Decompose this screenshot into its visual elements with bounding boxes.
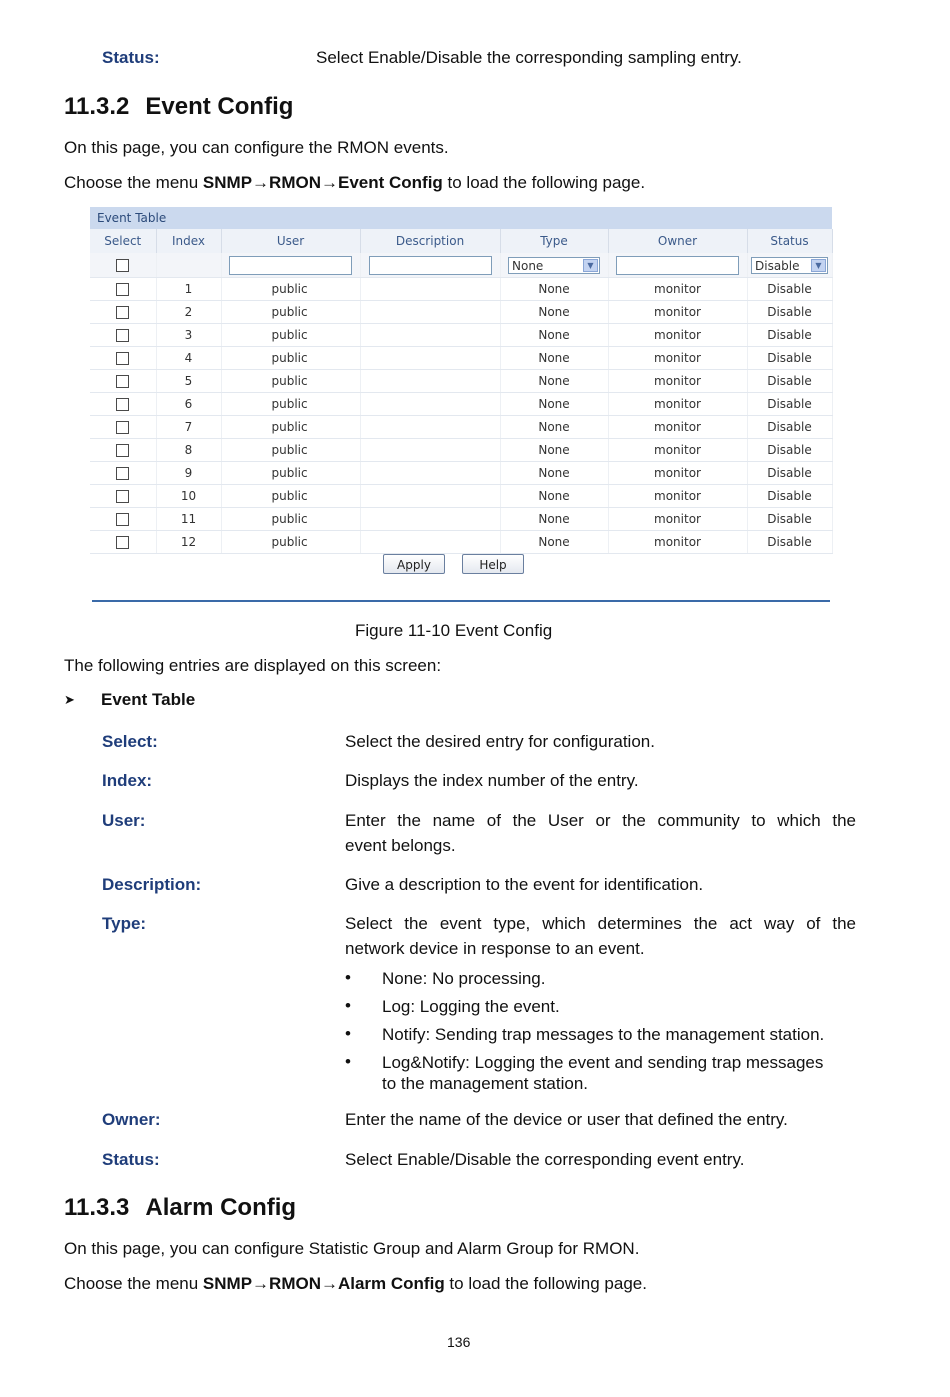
row-select-checkbox[interactable] — [116, 329, 129, 342]
row-type: None — [500, 393, 608, 416]
row-description — [360, 508, 500, 531]
row-description — [360, 485, 500, 508]
row-index: 7 — [156, 416, 221, 439]
row-owner: monitor — [608, 531, 747, 554]
top-status-desc: Select Enable/Disable the corresponding sampling entry. — [316, 48, 742, 67]
table-row — [90, 278, 832, 301]
row-select-checkbox[interactable] — [116, 398, 129, 411]
row-status: Disable — [747, 370, 832, 393]
row-type: None — [500, 324, 608, 347]
row-status: Disable — [747, 416, 832, 439]
figure-divider — [92, 600, 830, 602]
row-user: public — [221, 370, 360, 393]
row-description — [360, 370, 500, 393]
bullet-icon: • — [345, 996, 351, 1015]
row-user: public — [221, 301, 360, 324]
section-heading-event — [64, 93, 293, 121]
row-type: None — [500, 278, 608, 301]
row-type: None — [500, 347, 608, 370]
row-type: None — [500, 439, 608, 462]
row-owner: monitor — [608, 324, 747, 347]
arrow-bullet-icon: ➤ — [64, 692, 75, 707]
row-index: 4 — [156, 347, 221, 370]
table-row — [90, 393, 832, 416]
table-row — [90, 462, 832, 485]
type-option-none: None: No processing. — [382, 969, 546, 988]
row-user: public — [221, 439, 360, 462]
row-user: public — [221, 416, 360, 439]
event-menu-instruction — [64, 172, 645, 194]
row-description — [360, 347, 500, 370]
row-user: public — [221, 393, 360, 416]
row-index: 6 — [156, 393, 221, 416]
row-select-checkbox[interactable] — [116, 536, 129, 549]
page-number: 136 — [447, 1334, 471, 1350]
row-user: public — [221, 462, 360, 485]
figure-caption: Figure 11-10 Event Config — [355, 621, 553, 640]
column-header-index: Index — [156, 229, 221, 253]
row-owner: monitor — [608, 485, 747, 508]
row-owner: monitor — [608, 301, 747, 324]
table-row — [90, 370, 832, 393]
field-desc-user-line1: Enter the name of the User or the community to which the — [345, 811, 856, 830]
chevron-down-icon: ▼ — [811, 259, 826, 272]
section-title: Event Config — [145, 93, 294, 120]
section-number: 11.3.2 — [64, 93, 130, 120]
row-type: None — [500, 531, 608, 554]
column-header-owner: Owner — [608, 229, 747, 253]
status-filter-value: Disable — [755, 258, 800, 273]
field-label-type: Type: — [102, 914, 147, 933]
row-index: 9 — [156, 462, 221, 485]
row-description — [360, 462, 500, 485]
row-description — [360, 416, 500, 439]
row-index: 12 — [156, 531, 221, 554]
entries-intro: The following entries are displayed on this screen: — [64, 656, 442, 675]
type-option-notify: Notify: Sending trap messages to the management station. — [382, 1025, 825, 1044]
apply-button[interactable]: Apply — [383, 554, 445, 574]
column-header-type: Type — [500, 229, 608, 253]
row-status: Disable — [747, 278, 832, 301]
field-label-user: User: — [102, 811, 146, 830]
bullet-icon: • — [345, 968, 351, 987]
row-description — [360, 531, 500, 554]
menu-post: to load the following page. — [444, 1274, 647, 1293]
table-row — [90, 531, 832, 554]
event-table-title: Event Table — [90, 207, 832, 229]
row-select-checkbox[interactable] — [116, 490, 129, 503]
row-status: Disable — [747, 462, 832, 485]
row-select-checkbox[interactable] — [116, 352, 129, 365]
row-select-checkbox[interactable] — [116, 467, 129, 480]
row-select-checkbox[interactable] — [116, 375, 129, 388]
row-user: public — [221, 485, 360, 508]
field-label-owner: Owner: — [102, 1110, 161, 1129]
menu-post: to load the following page. — [442, 173, 646, 192]
alarm-menu-instruction — [64, 1273, 647, 1295]
field-desc-type-line2: network device in response to an event. — [345, 939, 645, 958]
row-description — [360, 324, 500, 347]
row-user: public — [221, 508, 360, 531]
owner-filter-input[interactable] — [616, 256, 739, 275]
row-status: Disable — [747, 347, 832, 370]
section-heading-alarm — [64, 1194, 296, 1222]
description-filter-input[interactable] — [369, 256, 492, 275]
top-status-label: Status: — [102, 48, 160, 67]
event-intro: On this page, you can configure the RMON events. — [64, 138, 449, 157]
field-label-select: Select: — [102, 732, 158, 751]
row-owner: monitor — [608, 462, 747, 485]
field-label-status: Status: — [102, 1150, 160, 1169]
row-status: Disable — [747, 508, 832, 531]
alarm-intro: On this page, you can configure Statistic Group and Alarm Group for RMON. — [64, 1239, 640, 1258]
section-title: Alarm Config — [145, 1194, 297, 1221]
row-user: public — [221, 324, 360, 347]
help-button[interactable]: Help — [462, 554, 524, 574]
column-header-select: Select — [90, 229, 156, 253]
menu-pre: Choose the menu — [64, 1274, 203, 1293]
user-filter-input[interactable] — [229, 256, 352, 275]
row-description — [360, 278, 500, 301]
row-status: Disable — [747, 531, 832, 554]
row-status: Disable — [747, 439, 832, 462]
row-select-checkbox[interactable] — [116, 444, 129, 457]
filter-row — [90, 253, 832, 278]
row-index: 3 — [156, 324, 221, 347]
table-row — [90, 301, 832, 324]
table-row — [90, 347, 832, 370]
table-row — [90, 324, 832, 347]
row-owner: monitor — [608, 347, 747, 370]
row-status: Disable — [747, 485, 832, 508]
row-index: 5 — [156, 370, 221, 393]
column-header-description: Description — [360, 229, 500, 253]
row-select-checkbox[interactable] — [116, 306, 129, 319]
type-filter-select[interactable] — [508, 257, 600, 274]
row-status: Disable — [747, 324, 832, 347]
event-table — [90, 229, 833, 554]
bullet-icon: • — [345, 1052, 351, 1071]
bullet-icon: • — [345, 1024, 351, 1043]
field-desc-description: Give a description to the event for identification. — [345, 875, 704, 894]
field-label-description: Description: — [102, 875, 202, 894]
row-owner: monitor — [608, 416, 747, 439]
row-user: public — [221, 531, 360, 554]
chevron-down-icon: ▼ — [583, 259, 598, 272]
field-desc-type-line1: Select the event type, which determines the act way of the — [345, 914, 856, 933]
event-table-panel — [90, 207, 832, 592]
row-status: Disable — [747, 393, 832, 416]
type-option-lognotify-line1: Log&Notify: Logging the event and sending trap messages — [382, 1053, 824, 1072]
row-select-checkbox[interactable] — [116, 513, 129, 526]
event-table-heading: Event Table — [101, 690, 196, 709]
status-filter-select[interactable] — [751, 257, 828, 274]
menu-path: SNMP→RMON→Alarm Config — [202, 1274, 445, 1293]
row-type: None — [500, 301, 608, 324]
menu-pre: Choose the menu — [64, 173, 203, 192]
row-index: 10 — [156, 485, 221, 508]
section-number: 11.3.3 — [64, 1194, 130, 1221]
row-user: public — [221, 278, 360, 301]
row-select-checkbox[interactable] — [116, 421, 129, 434]
field-desc-owner: Enter the name of the device or user that defined the entry. — [345, 1110, 788, 1129]
field-label-index: Index: — [102, 771, 153, 790]
row-description — [360, 301, 500, 324]
row-index: 1 — [156, 278, 221, 301]
row-owner: monitor — [608, 370, 747, 393]
row-owner: monitor — [608, 508, 747, 531]
table-row — [90, 439, 832, 462]
row-owner: monitor — [608, 439, 747, 462]
table-row — [90, 485, 832, 508]
column-header-user: User — [221, 229, 360, 253]
row-type: None — [500, 508, 608, 531]
row-owner: monitor — [608, 278, 747, 301]
row-select-checkbox[interactable] — [116, 283, 129, 296]
row-user: public — [221, 347, 360, 370]
select-all-checkbox[interactable] — [116, 259, 129, 272]
row-owner: monitor — [608, 393, 747, 416]
field-desc-select: Select the desired entry for configuration. — [345, 732, 655, 751]
table-row — [90, 508, 832, 531]
row-index: 11 — [156, 508, 221, 531]
type-option-lognotify-line2: to the management station. — [382, 1074, 589, 1093]
field-desc-index: Displays the index number of the entry. — [345, 771, 639, 790]
field-desc-user-line2: event belongs. — [345, 836, 456, 855]
row-type: None — [500, 485, 608, 508]
type-filter-value: None — [512, 258, 544, 273]
row-index: 2 — [156, 301, 221, 324]
table-row — [90, 416, 832, 439]
row-status: Disable — [747, 301, 832, 324]
row-description — [360, 439, 500, 462]
menu-path: SNMP→RMON→Event Config — [202, 173, 443, 192]
row-type: None — [500, 462, 608, 485]
row-index: 8 — [156, 439, 221, 462]
field-desc-status: Select Enable/Disable the corresponding event entry. — [345, 1150, 745, 1169]
column-header-status: Status — [747, 229, 832, 253]
type-option-log: Log: Logging the event. — [382, 997, 560, 1016]
row-type: None — [500, 370, 608, 393]
row-description — [360, 393, 500, 416]
row-type: None — [500, 416, 608, 439]
